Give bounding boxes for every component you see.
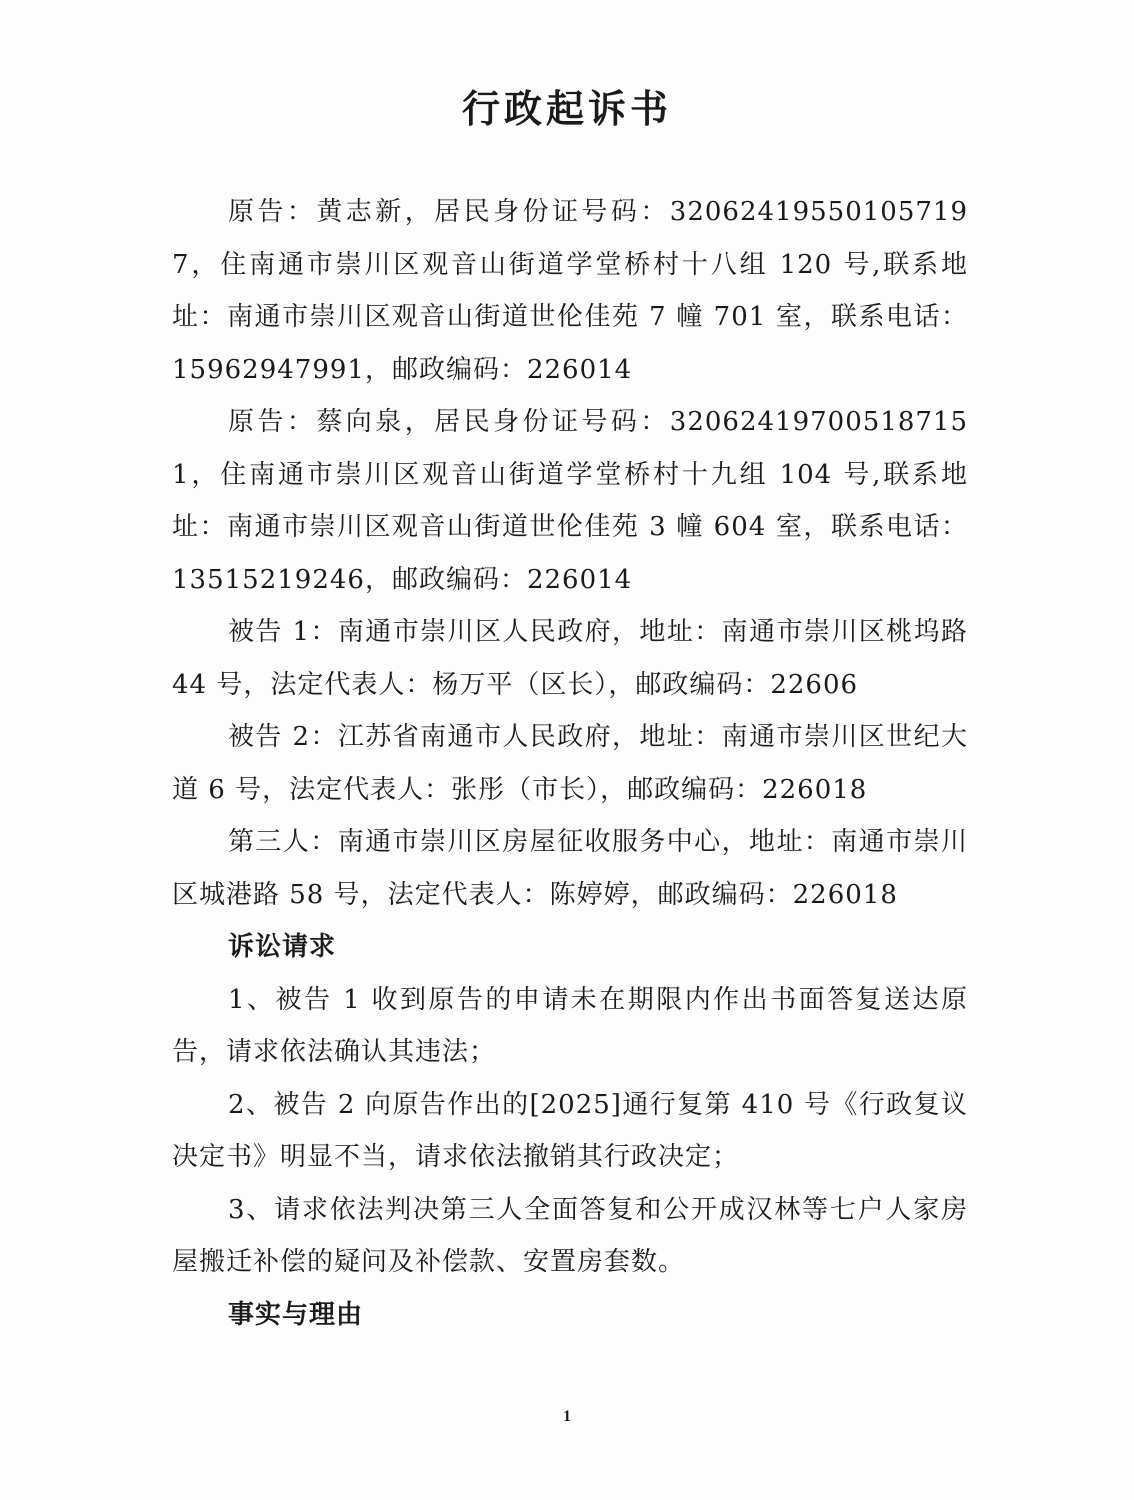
plaintiff-1-paragraph: 原告：黄志新，居民身份证号码：320624195501057197，住南通市崇川区观音山街道学堂桥村十八组 120 号,联系地址：南通市崇川区观音山街道世伦佳苑 7 幢 701 室，联系电话：15962947991，邮政编码：226014 <box>172 197 968 385</box>
defendant-2-paragraph: 被告 2：江苏省南通市人民政府，地址：南通市崇川区世纪大道 6 号，法定代表人：张彤（市长），邮政编码：226018 <box>172 722 968 805</box>
page-number: 1 <box>563 1408 571 1425</box>
plaintiff-2-paragraph: 原告：蔡向泉，居民身份证号码：320624197005187151，住南通市崇川区观音山街道学堂桥村十九组 104 号,联系地址：南通市崇川区观音山街道世伦佳苑 3 幢 604 室，联系电话：13515219246，邮政编码：226014 <box>172 407 968 595</box>
claims-heading: 诉讼请求 <box>228 932 337 962</box>
facts-heading: 事实与理由 <box>228 1299 364 1330</box>
claim-1: 1、被告 1 收到原告的申请未在期限内作出书面答复送达原告，请求依法确认其违法； <box>172 984 968 1067</box>
defendant-1-paragraph: 被告 1：南通市崇川区人民政府，地址：南通市崇川区桃坞路 44 号，法定代表人：杨万平（区长），邮政编码：22606 <box>172 617 968 700</box>
third-party-paragraph: 第三人：南通市崇川区房屋征收服务中心，地址：南通市崇川区城港路 58 号，法定代表人：陈婷婷，邮政编码：226018 <box>172 827 968 910</box>
document-body <box>172 186 968 1341</box>
claim-2: 2、被告 2 向原告作出的[2025]通行复第 410 号《行政复议决定书》明显不当，请求依法撤销其行政决定； <box>172 1089 968 1172</box>
claim-3: 3、请求依法判决第三人全面答复和公开成汉林等七户人家房屋搬迁补偿的疑问及补偿款、安置房套数。 <box>172 1194 968 1277</box>
document-title: 行政起诉书 <box>461 86 672 131</box>
